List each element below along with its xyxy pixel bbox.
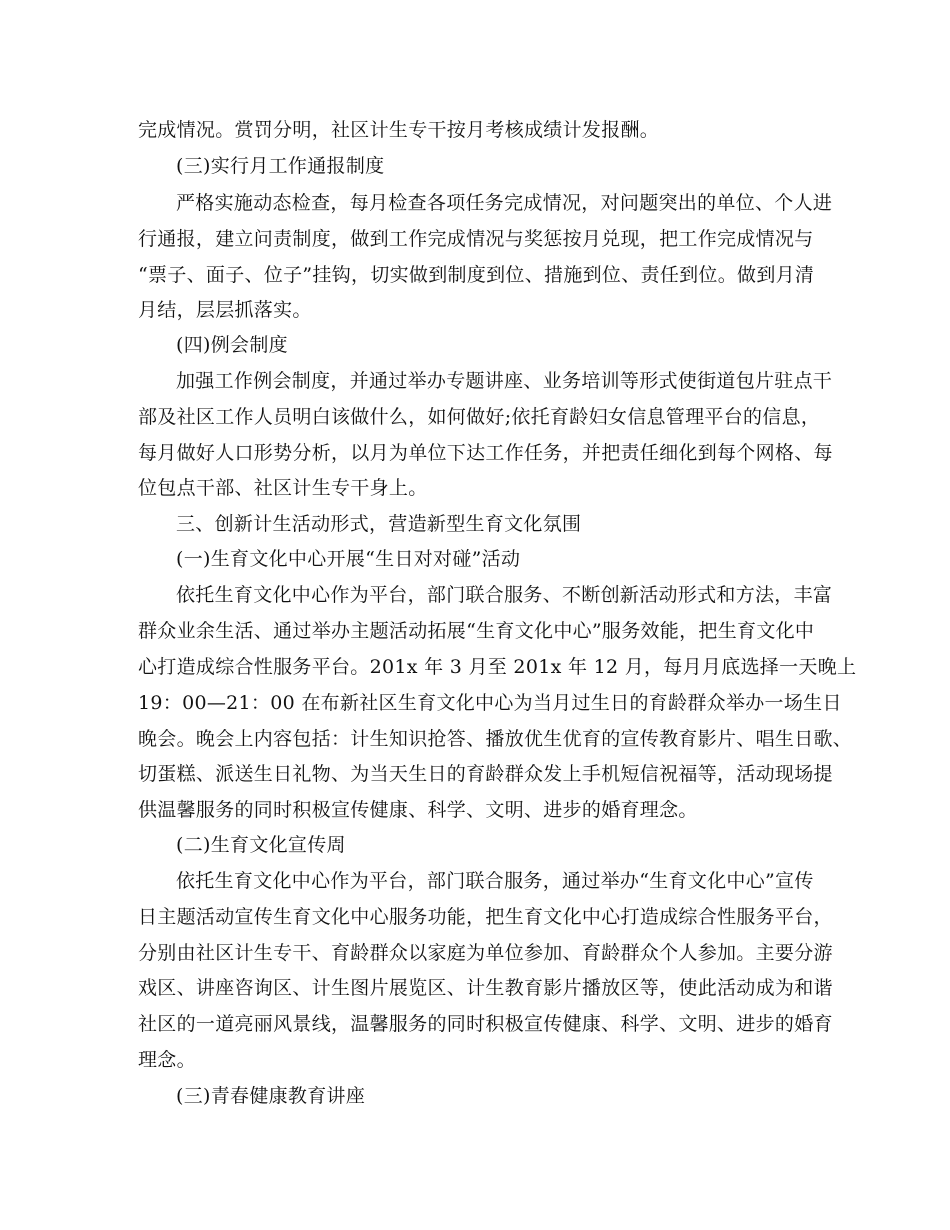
paragraph-line: 切蛋糕、派送生日礼物、为当天生日的育龄群众发上手机短信祝福等，活动现场提 (138, 763, 833, 785)
section-heading: 三、创新计生活动形式，营造新型生育文化氛围 (176, 513, 582, 535)
paragraph-line: 每月做好人口形势分析，以月为单位下达工作任务，并把责任细化到每个网格、每 (138, 442, 833, 464)
paragraph-line: 戏区、讲座咨询区、计生图片展览区、计生教育影片播放区等，使此活动成为和谐 (138, 977, 833, 999)
section-heading: (四)例会制度 (176, 334, 288, 356)
paragraph-line: 完成情况。赏罚分明，社区计生专干按月考核成绩计发报酬。 (138, 119, 660, 141)
paragraph-line: 分别由社区计生专干、育龄群众以家庭为单位参加、育龄群众个人参加。主要分游 (138, 942, 833, 964)
section-heading: (二)生育文化宣传周 (176, 834, 346, 856)
paragraph-line: 严格实施动态检查，每月检查各项任务完成情况，对问题突出的单位、个人进 (176, 192, 833, 214)
paragraph-line: 日主题活动宣传生育文化中心服务功能，把生育文化中心打造成综合性服务平台， (138, 906, 833, 928)
paragraph-line: 月结，层层抓落实。 (138, 299, 312, 321)
paragraph-line: 位包点干部、社区计生专干身上。 (138, 477, 428, 499)
paragraph-line: 19：00—21：00 在布新社区生育文化中心为当月过生日的育龄群众举办一场生日 (138, 692, 842, 714)
paragraph-line: 心打造成综合性服务平台。201x 年 3 月至 201x 年 12 月，每月月底选择一天晚上 (138, 656, 857, 678)
section-heading: (三)实行月工作通报制度 (176, 155, 385, 177)
paragraph-line: “票子、面子、位子”挂钩，切实做到制度到位、措施到位、责任到位。做到月清 (138, 264, 815, 286)
paragraph-line: 群众业余生活、通过举办主题活动拓展“生育文化中心”服务效能，把生育文化中 (138, 620, 815, 642)
paragraph-line: 理念。 (138, 1049, 196, 1071)
paragraph-line: 供温馨服务的同时积极宣传健康、科学、文明、进步的婚育理念。 (138, 799, 698, 821)
paragraph-line: 行通报，建立问责制度，做到工作完成情况与奖惩按月兑现，把工作完成情况与 (138, 228, 814, 250)
paragraph-line: 依托生育文化中心作为平台，部门联合服务，通过举办“生育文化中心”宣传 (176, 870, 814, 892)
section-heading: (三)青春健康教育讲座 (176, 1085, 366, 1107)
paragraph-line: 加强工作例会制度，并通过举办专题讲座、业务培训等形式使街道包片驻点干 (176, 370, 833, 392)
section-heading: (一)生育文化中心开展“生日对对碰”活动 (176, 548, 521, 570)
paragraph-line: 晚会。晚会上内容包括：计生知识抢答、播放优生优育的宣传教育影片、唱生日歌、 (138, 728, 853, 750)
paragraph-line: 依托生育文化中心作为平台，部门联合服务、不断创新活动形式和方法，丰富 (176, 584, 833, 606)
paragraph-line: 社区的一道亮丽风景线，温馨服务的同时积极宣传健康、科学、文明、进步的婚育 (138, 1013, 833, 1035)
paragraph-line: 部及社区工作人员明白该做什么，如何做好;依托育龄妇女信息管理平台的信息， (138, 406, 821, 428)
